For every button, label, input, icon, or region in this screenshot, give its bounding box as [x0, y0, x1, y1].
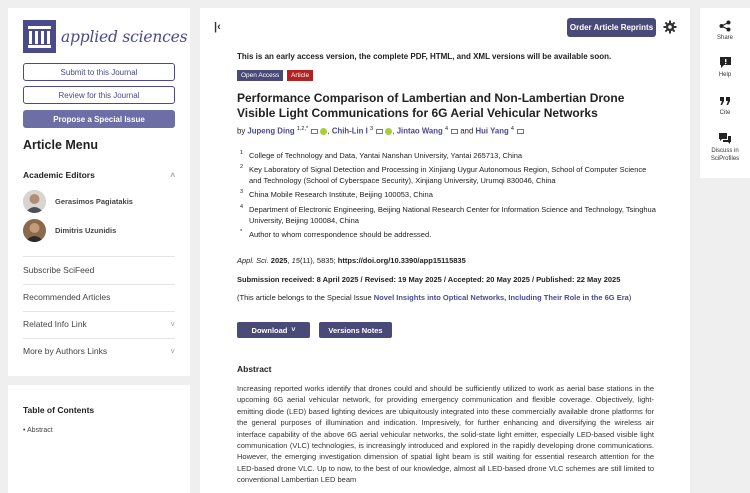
- menu-link-label: Related Info Link: [23, 319, 87, 329]
- table-of-contents: [8, 385, 190, 493]
- article-title: Performance Comparison of Lambertian and Non-Lambertian Drone Visible Light Communications for 6G Aerial Vehicular Networks: [237, 91, 625, 120]
- editor-name: Dimitris Uzunidis: [55, 226, 117, 235]
- divider: [23, 311, 175, 312]
- editor-name: Gerasimos Pagiatakis: [55, 197, 133, 206]
- chevron-down-icon: ˅: [291, 326, 296, 334]
- citation-year: 2025: [270, 256, 288, 265]
- email-icon[interactable]: [311, 129, 318, 134]
- toc-item-label: Abstract: [27, 427, 53, 434]
- email-icon[interactable]: [376, 129, 383, 134]
- discuss-sciprofiles-button[interactable]: [700, 132, 750, 163]
- author-name[interactable]: Jupeng Ding: [247, 126, 295, 136]
- email-icon[interactable]: [451, 129, 458, 134]
- academic-editors-label: Academic Editors: [23, 170, 95, 180]
- chevron-down-icon: ˅: [170, 319, 175, 329]
- special-issue-prefix: (This article belongs to the Special Issue: [237, 293, 372, 302]
- related-info-link[interactable]: [23, 319, 175, 329]
- help-label: Help: [718, 72, 732, 78]
- avatar: [23, 219, 46, 242]
- share-icon: [719, 20, 731, 32]
- download-label: Download: [251, 325, 288, 335]
- help-button[interactable]: [700, 56, 750, 79]
- affiliation-number: 4: [240, 204, 244, 210]
- abstract-text: Increasing reported works identify that drones could and should be sufficiently utilized to work as aerial base stations in the upcoming 6G aerial vehicular network, for providing emergency communication and flexible coverage. Objectively, light-emitting diode (LED) based lighting devices are ubiquitously integrated into these commercially available drone platforms for the general purposes of illumination and indication. Impresively, for further enhancing and diversifying the wireless air interface capability of the above 6G aerial vehicular networks, the solid-state light emitter, especially LED-based visible light communication (VLC) technologies, is increasingly introduced and explored in the rapidly developing drone communications. However, the emerging investigation dimension of spatial light beam is still waiting for essential research attention for the LED-based drone VLC. Up to now, to the best of our knowledge, almost all LED-based drone VLC schemes are still limited to conventional Lambertian LED beam: [237, 384, 654, 485]
- orcid-icon[interactable]: [385, 128, 392, 135]
- menu-link-label: More by Authors Links: [23, 346, 108, 356]
- share-label: Share: [716, 35, 733, 41]
- article-type-badge: Article: [287, 70, 313, 81]
- author-affil-sup: 4: [444, 126, 448, 132]
- affiliation-text: Author to whom correspondence should be addressed.: [249, 230, 432, 239]
- author-list: by Jupeng Ding $^{1,2,*}$ , Chih-Lin I $^3$ , Jintao Wang $^4$ and Hui Yang $^4$: [237, 126, 524, 136]
- article-menu-title: Article Menu: [23, 138, 99, 152]
- help-icon: [719, 56, 732, 69]
- order-reprints-button[interactable]: Order Article Reprints: [567, 18, 656, 37]
- affiliation-number: *: [240, 229, 243, 235]
- citation-journal: Appl. Sci.: [237, 256, 269, 265]
- right-action-rail: [700, 8, 750, 178]
- recommended-articles-link[interactable]: [23, 292, 175, 302]
- journal-logo-text: applied sciences: [61, 27, 188, 46]
- affiliation-number: 1: [240, 150, 244, 156]
- journal-logo[interactable]: [23, 20, 187, 53]
- toc-title: Table of Contents: [23, 405, 95, 415]
- by-label: by: [237, 126, 246, 136]
- subscribe-scifeed-link[interactable]: [23, 265, 175, 275]
- more-by-authors-link[interactable]: [23, 346, 175, 356]
- divider: [23, 256, 175, 257]
- affiliation-number: 2: [240, 164, 244, 170]
- abstract-heading: Abstract: [237, 364, 272, 374]
- affiliation: [240, 189, 660, 200]
- article-main: [200, 8, 690, 493]
- affiliation: [240, 229, 660, 240]
- and-label: and: [460, 126, 474, 136]
- divider: [23, 284, 175, 285]
- publication-dates: Submission received: 8 April 2025 / Revised: 19 May 2025 / Accepted: 20 May 2025 / Published: 22 May 2025: [237, 275, 621, 284]
- citation-issue: (11), 5835;: [299, 256, 336, 265]
- download-button[interactable]: [237, 322, 310, 338]
- discuss-label: Discuss in SciProfiles: [710, 148, 740, 162]
- affiliation-text: China Mobile Research Institute, Beijing 100053, China: [249, 190, 433, 199]
- early-access-notice: This is an early access version, the complete PDF, HTML, and XML versions will be available soon.: [237, 52, 612, 61]
- citation-volume: 15: [291, 256, 300, 265]
- avatar: [23, 190, 46, 213]
- email-icon[interactable]: [517, 129, 524, 134]
- author-name[interactable]: Chih-Lin I: [331, 126, 368, 136]
- affiliation-number: 3: [240, 189, 244, 195]
- collapse-sidebar-icon[interactable]: |‹: [214, 21, 221, 33]
- academic-editors-header[interactable]: [23, 170, 175, 180]
- journal-logo-icon: [23, 20, 56, 53]
- cite-button[interactable]: [700, 95, 750, 117]
- left-sidebar: [8, 8, 190, 376]
- affiliation-text: College of Technology and Data, Yantai Nanshan University, Yantai 265713, China: [249, 151, 523, 160]
- editor-item[interactable]: [23, 190, 133, 213]
- affiliation-text: Key Laboratory of Signal Detection and Processing in Xinjiang Uygur Autonomous Region, School of Computer Science and Technology (School of Cyberspace Security), Xinjiang University, Urumqi 830046, China: [249, 165, 647, 185]
- propose-special-issue-button[interactable]: Propose a Special Issue: [23, 110, 175, 128]
- cite-label: Cite: [719, 110, 731, 116]
- toc-item-abstract[interactable]: • Abstract: [23, 427, 53, 434]
- versions-notes-button[interactable]: Versions Notes: [319, 322, 392, 338]
- special-issue-note: [237, 292, 657, 304]
- affiliation-text: Department of Electronic Engineering, Beijing National Research Center for Information Science and Technology, Tsinghua University, Beijing 100084, China: [249, 205, 656, 225]
- discuss-icon: [718, 132, 732, 145]
- chevron-down-icon: ˅: [170, 346, 175, 356]
- special-issue-link[interactable]: Novel Insights into Optical Networks, Including Their Role in the 6G Era: [373, 293, 629, 302]
- author-affil-sup: 1,2,*: [296, 126, 309, 132]
- special-issue-suffix: ): [628, 293, 632, 302]
- author-affil-sup: 4: [510, 126, 514, 132]
- gear-icon[interactable]: [663, 20, 677, 39]
- citation-line: Appl. Sci. 2025, 15(11), 5835; https://doi.org/10.3390/app15115835: [237, 256, 466, 265]
- review-for-journal-button[interactable]: Review for this Journal: [23, 86, 175, 104]
- affiliation: [240, 204, 660, 226]
- submit-to-journal-button[interactable]: Submit to this Journal: [23, 63, 175, 81]
- affiliation: [240, 164, 660, 186]
- open-access-badge: Open Access: [237, 70, 283, 81]
- share-button[interactable]: [700, 20, 750, 42]
- citation-doi-link[interactable]: https://doi.org/10.3390/app15115835: [337, 256, 466, 265]
- author-name[interactable]: Jintao Wang: [396, 126, 443, 136]
- orcid-icon[interactable]: [320, 128, 327, 135]
- editor-item[interactable]: [23, 219, 116, 242]
- menu-link-label: Recommended Articles: [23, 292, 111, 302]
- affiliation: [240, 150, 660, 161]
- menu-link-label: Subscribe SciFeed: [23, 265, 95, 275]
- quote-icon: [719, 95, 731, 107]
- divider: [23, 338, 175, 339]
- author-name[interactable]: Hui Yang: [475, 126, 509, 136]
- author-affil-sup: 3: [369, 126, 374, 132]
- chevron-up-icon: ˄: [170, 170, 175, 180]
